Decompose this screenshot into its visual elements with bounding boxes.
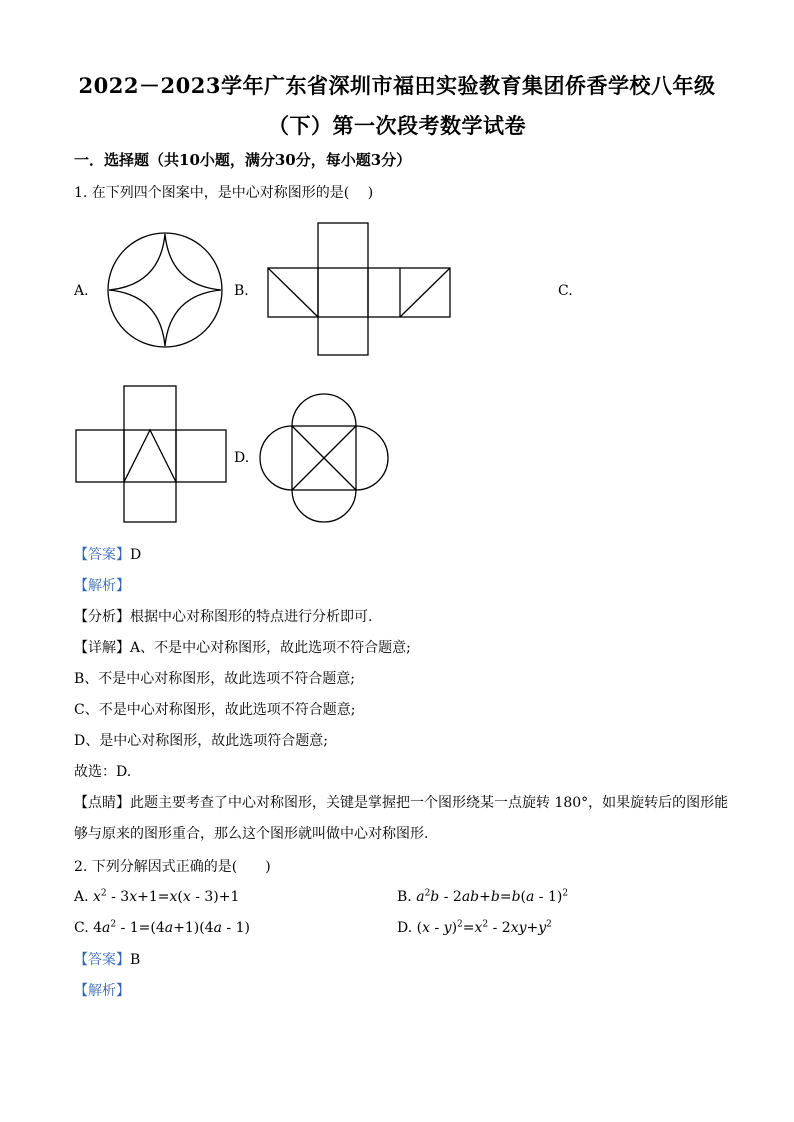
option-d-label: D. (234, 450, 250, 466)
q1-fenxi (74, 607, 372, 627)
answer-value: D (130, 547, 142, 563)
question-1-stem: 1. 在下列四个图案中，是中心对称图形的是( ) (74, 185, 374, 201)
option-c-figure (76, 384, 228, 524)
dianjing-tag: 【点睛】 (74, 795, 130, 811)
q1-dianjing (74, 793, 728, 813)
option-a-figure (104, 228, 226, 350)
option-d-figure (258, 392, 390, 524)
fenxi-text: 根据中心对称图形的特点进行分析即可. (130, 609, 373, 625)
answer-value: B (130, 952, 141, 968)
section-heading: 一．选择题（共10小题，满分30分，每小题3分） (74, 151, 412, 169)
q1-choose: 故选：D. (74, 764, 132, 780)
q2-option-a: A. $x^2 - 3x+1=x(x - 3)+1$ (74, 888, 240, 905)
q2-option-b: B. $a^2b - 2ab+b=b(a - 1)^2$ (397, 888, 569, 905)
fenxi-tag: 【分析】 (74, 609, 130, 625)
q1-dianjing-cont: 够与原来的图形重合，那么这个图形就叫做中心对称图形. (74, 826, 429, 842)
option-c-label: C. (558, 283, 573, 299)
answer-tag: 【答案】 (74, 952, 130, 968)
page-subtitle: （下）第一次段考数学试卷 (268, 113, 526, 138)
q1-line-c: C、不是中心对称图形，故此选项不符合题意; (74, 702, 356, 718)
option-b-figure (268, 221, 452, 357)
q2-option-c: C. $4a^2 - 1=(4a+1)(4a - 1)$ (74, 919, 250, 936)
q1-line-b: B、不是中心对称图形，故此选项不符合题意; (74, 671, 356, 687)
q1-answer (74, 545, 141, 565)
answer-tag: 【答案】 (74, 547, 130, 563)
question-2-stem: 2. 下列分解因式正确的是( ) (74, 859, 271, 875)
xiangjie-text: A、不是中心对称图形，故此选项不符合题意; (130, 640, 411, 656)
xiangjie-tag: 【详解】 (74, 640, 130, 656)
page-title: 2022－2023学年广东省深圳市福田实验教育集团侨香学校八年级 (78, 73, 716, 98)
q2-answer (74, 950, 140, 970)
q1-line-d: D、是中心对称图形，故此选项符合题意; (74, 733, 328, 749)
option-a-label: A. (74, 283, 89, 299)
dianjing-text-1: 此题主要考查了中心对称图形，关键是掌握把一个图形绕某一点旋转 180°，如果旋转后的图形能 (130, 795, 729, 811)
q1-xiangjie (74, 638, 411, 658)
q1-analysis-tag: 【解析】 (74, 578, 130, 594)
q2-option-d: D. $(x - y)^2=x^2 - 2xy+y^2$ (397, 919, 552, 936)
q2-analysis-tag: 【解析】 (74, 983, 130, 999)
option-b-label: B. (234, 283, 249, 299)
